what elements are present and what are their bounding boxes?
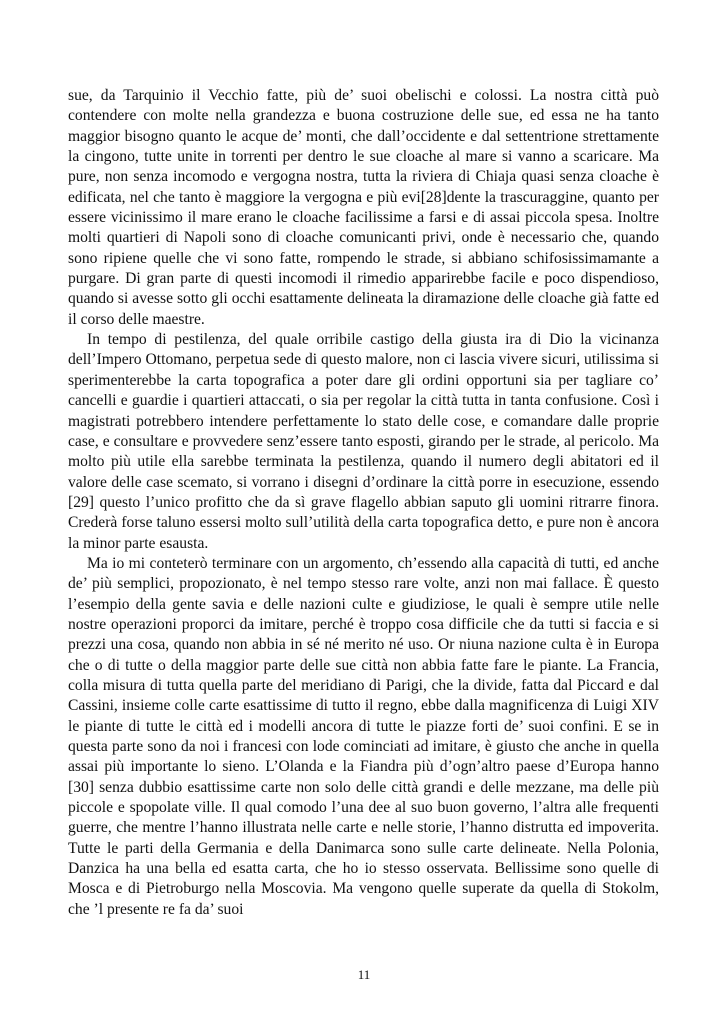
- paragraph-2: In tempo di pestilenza, del quale orribile castigo della giusta ira di Dio la vicinanza dell’Impero Ottomano, perpetua sede di questo malore, non ci lascia vivere sicuri, utilissima si sperimenterebbe la carta topografica a poter dare gli ordini opportuni sia per tagliare co’ cancelli e guardie i quartieri attaccati, o sia per regolar la città tutta in tanta confusione. Così i magistrati potrebbero intendere perfettamente lo stato delle cose, e comandare dalle proprie case, e consultare e provvedere senz’essere tanto esposti, girando per le strade, al pericolo. Ma molto più utile ella sarebbe terminata la pestilenza, quando il numero degli abitatori ed il valore delle case scemato, si vorrano i disegni d’ordinare la città porre in esecuzione, essendo [29] questo l’unico profitto che da sì grave flagello abbian saputo gli uomini ritrarre finora. Crederà forse taluno essersi molto sull’utilità della carta topografica detto, e pure non è ancora la minor parte esausta.: [68, 331, 659, 552]
- paragraph-3: Ma io mi conteterò terminare con un argomento, ch’essendo alla capacità di tutti, ed anche de’ più semplici, propozionato, è nel tempo stesso rare volte, anzi non mai fallace. È questo l’esempio della gente savia e delle nazioni culte e giudiziose, le quali è sempre utile nelle nostre operazioni proporci da imitare, perché è troppo cosa difficile che da tutti si faccia e si prezzi una cosa, quando non abbia in sé né merito né uso. Or niuna nazione culta è in Europa che o di tutte o della maggior parte delle sue città non abbia fatte fare le piante. La Francia, colla misura di tutta quella parte del meridiano di Parigi, che la divide, fatta dal Piccard e dal Cassini, insieme colle carte esattissime di tutto il regno, ebbe dalla magnificenza di Luigi XIV le piante di tutte le città ed i modelli ancora di tutte le piazze forti de’ suoi confini. E se in questa parte sono da noi i francesi con lode cominciati ad imitare, è giusto che anche in quella assai più importante lo sieno. L’Olanda e la Fiandra più d’ogn’altro paese d’Europa hanno [30] senza dubbio esattissime carte non solo delle città grandi e delle mezzane, ma delle più piccole e spopolate ville. Il qual comodo l’una dee al suo buon governo, l’altra alle frequenti guerre, che mentre l’hanno illustrata nelle carte e nelle storie, l’hanno distrutta ed impoverita. Tutte le parti della Germania e della Danimarca sono sulle carte delineate. Nella Polonia, Danzica ha una bella ed esatta carta, che ho io stesso osservata. Bellissime sono quelle di Mosca e di Pietroburgo nella Moscovia. Ma vengono quelle superate da quella di Stokolm, che ’l presente re fa da’ suoi: [68, 554, 659, 918]
- paragraph-1: sue, da Tarquinio il Vecchio fatte, più de’ suoi obelischi e colossi. La nostra città può contendere con molte nella grandezza e buona costruzione delle sue, ed essa ne ha tanto maggior bisogno quanto le acque de’ monti, che dall’occidente e dal settentrione strettamente la cingono, tutte unite in torrenti per dentro le sue cloache al mare si vanno a scaricare. Ma pure, non senza incomodo e vergogna nostra, tutta la riviera di Chiaja quasi senza cloache è edificata, nel che tanto è maggiore la vergogna e più evi[28]dente la trascuraggine, quanto per essere vicinissimo il mare erano le cloache facilissime a farsi e di assai piccola spesa. Inoltre molti quartieri di Napoli sono di cloache comunicanti privi, onde è necessario che, quando sono ripiene quelle che vi sono fatte, rompendo le strade, si abbiano schifosissimamante a purgare. Di gran parte di questi incomodi il rimedio apparirebbe facile e poco dispendioso, quando si avesse sotto gli occhi esattamente delineata la diramazione delle cloache già fatte ed il corso delle maestre.: [68, 87, 659, 328]
- page-number: 11: [357, 967, 371, 982]
- body-text: [68, 86, 659, 920]
